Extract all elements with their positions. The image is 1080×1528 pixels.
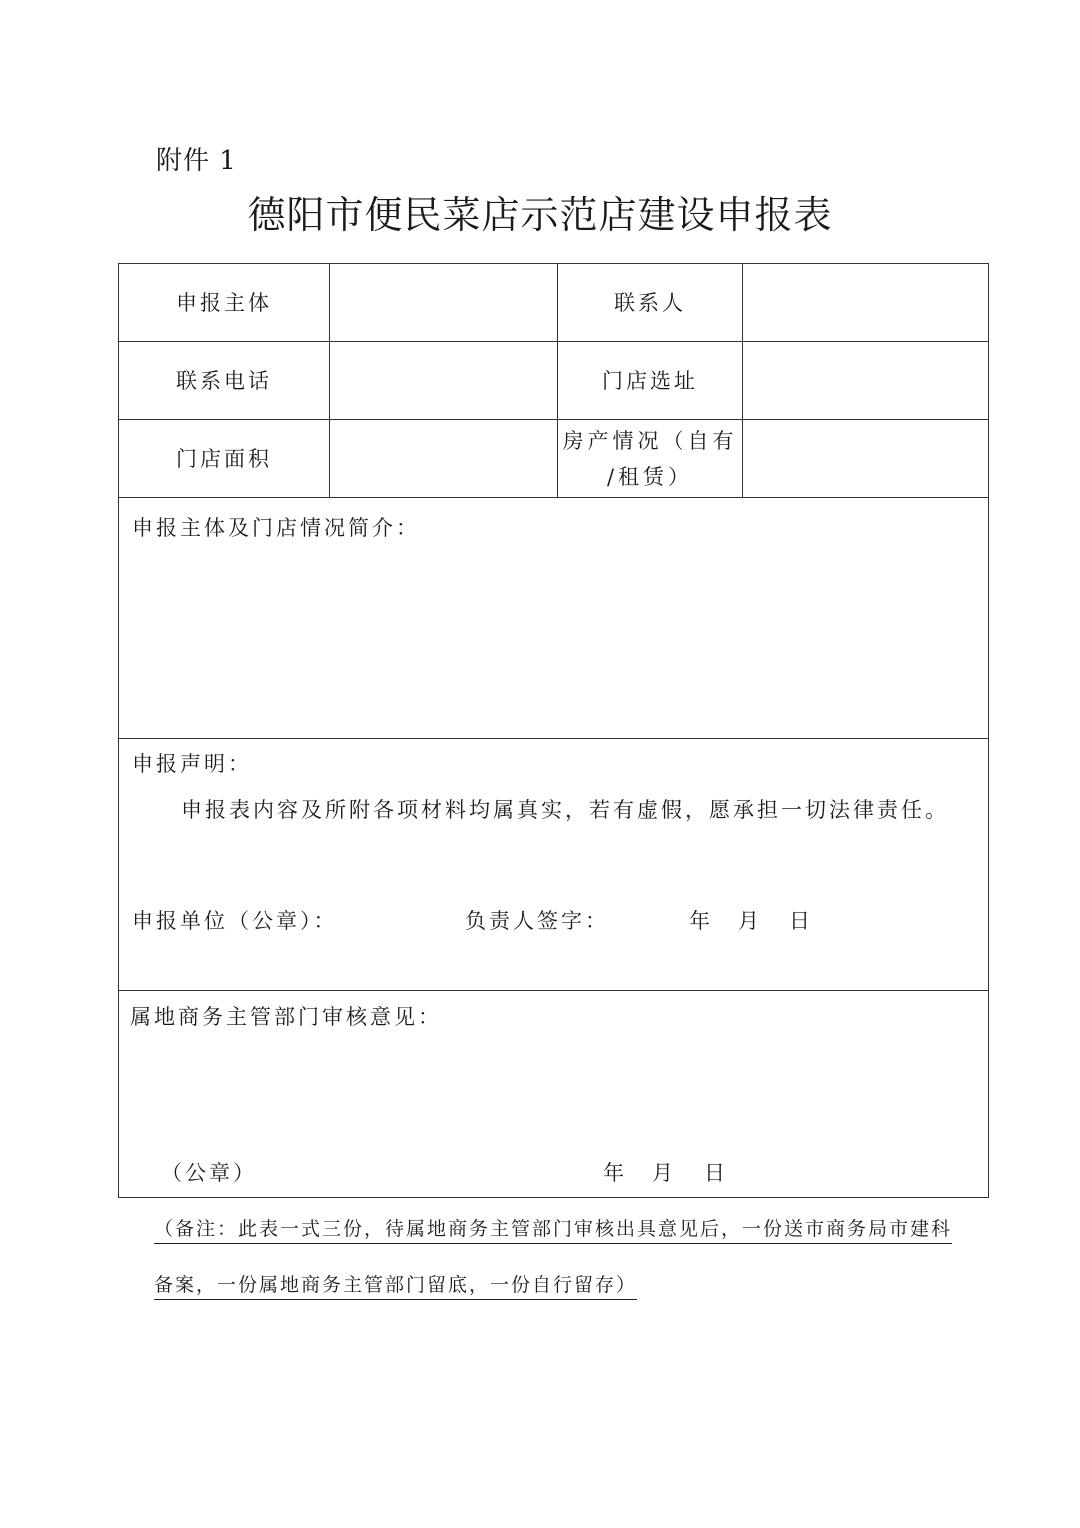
property-status-label <box>558 420 742 497</box>
declaration-month: 月 <box>738 909 762 933</box>
phone-field[interactable] <box>330 342 557 419</box>
contact-person-label: 联系人 <box>614 290 686 315</box>
store-location-label: 门店选址 <box>602 368 698 393</box>
property-status-label-line1: 房产情况（自有 <box>562 428 738 453</box>
row-divider <box>119 990 988 991</box>
property-status-label-line2: /租赁） <box>606 464 694 489</box>
applicant-seal-label: 申报单位（公章）： <box>132 909 338 933</box>
remark-line-2: 备案，一份属地商务主管部门留底，一份自行留存） <box>154 1270 637 1300</box>
review-label: 属地商务主管部门审核意见： <box>130 1005 442 1029</box>
review-day: 日 <box>704 1161 728 1185</box>
contact-person-field[interactable] <box>743 264 988 341</box>
store-location-field[interactable] <box>743 342 988 419</box>
declaration-statement: 申报表内容及所附各项材料均属真实，若有虚假，愿承担一切法律责任。 <box>181 798 949 822</box>
store-area-field[interactable] <box>330 420 557 497</box>
declaration-label: 申报声明： <box>132 752 252 776</box>
applicant-label: 申报主体 <box>176 290 272 315</box>
row-divider <box>119 497 988 498</box>
attachment-label: 附件 1 <box>156 146 237 176</box>
store-area-label: 门店面积 <box>176 446 272 471</box>
application-form <box>118 263 989 1198</box>
signer-label: 负责人签字： <box>465 909 609 933</box>
declaration-day: 日 <box>789 909 813 933</box>
remark-line-1: （备注：此表一式三份，待属地商务主管部门审核出具意见后，一份送市商务局市建科 <box>154 1214 952 1244</box>
applicant-field[interactable] <box>330 264 557 341</box>
review-month: 月 <box>652 1161 676 1185</box>
row-divider <box>119 738 988 739</box>
phone-label: 联系电话 <box>176 368 272 393</box>
page-title: 德阳市便民菜店示范店建设申报表 <box>247 193 833 237</box>
intro-label: 申报主体及门店情况简介： <box>132 516 420 540</box>
property-status-field[interactable] <box>743 420 988 497</box>
declaration-year: 年 <box>689 909 713 933</box>
review-year: 年 <box>603 1161 627 1185</box>
review-seal-label: （公章） <box>161 1161 257 1185</box>
